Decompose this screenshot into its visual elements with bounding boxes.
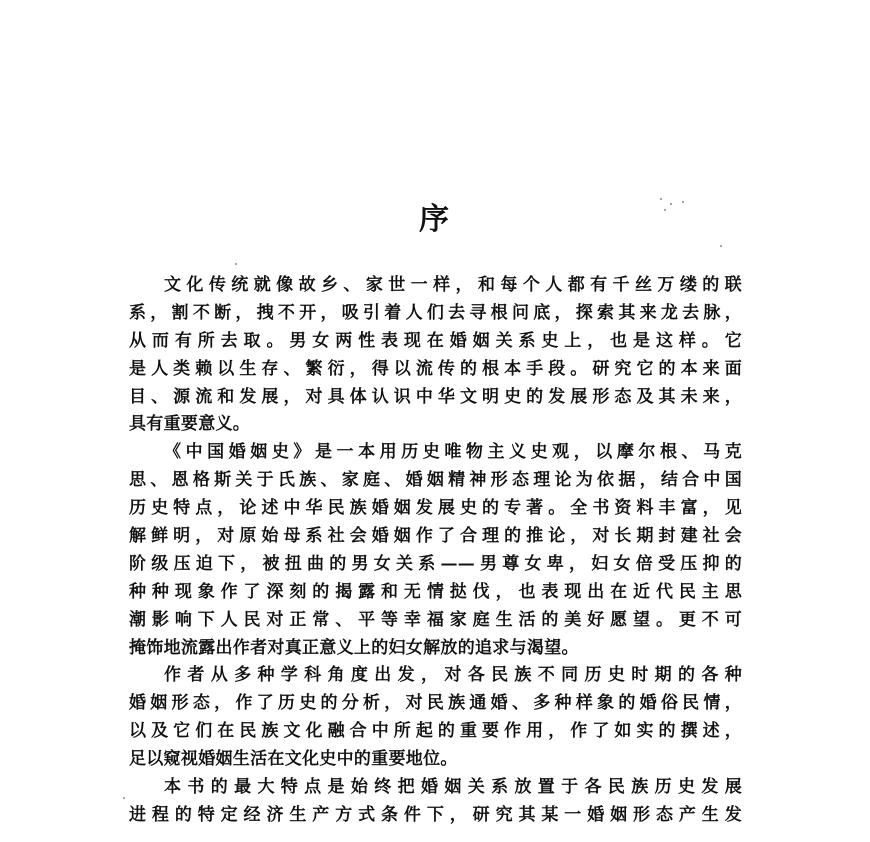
scan-speck xyxy=(664,209,666,211)
scan-speck xyxy=(235,263,237,265)
paragraph-2-line-6: 种种现象作了深刻的揭露和无情挞伐，也表现出在近代民主思 xyxy=(129,581,742,602)
paragraph-2-line-5: 阶级压迫下，被扭曲的男女关系——男尊女卑，妇女倍受压抑的 xyxy=(129,553,742,574)
scan-speck xyxy=(682,201,684,203)
paragraph-4-line-1: 本书的最大特点是始终把婚姻关系放置于各民族历史发展 xyxy=(164,777,742,798)
paragraph-2-line-2: 思、恩格斯关于氏族、家庭、婚姻精神形态理论为依据，结合中国 xyxy=(129,470,742,491)
paragraph-2-line-7: 潮影响下人民对正常、平等幸福家庭生活的美好愿望。更不可 xyxy=(129,609,742,630)
scan-speck xyxy=(720,245,722,247)
paragraph-3-line-3: 以及它们在民族文化融合中所起的重要作用，作了如实的撰述， xyxy=(129,721,742,742)
paragraph-3-line-4: 足以窥视婚姻生活在文化史中的重要地位。 xyxy=(129,749,458,770)
scan-speck xyxy=(670,203,672,205)
paragraph-1-line-6: 具有重要意义。 xyxy=(129,414,251,435)
paragraph-1-line-1: 文化传统就像故乡、家世一样，和每个人都有千丝万缕的联 xyxy=(164,275,742,295)
paragraph-1-line-3: 从而有所去取。男女两性表现在婚姻关系史上，也是这样。它 xyxy=(129,330,742,351)
paragraph-2-line-4: 解鲜明，对原始母系社会婚姻作了合理的推论，对长期封建社会 xyxy=(129,526,742,547)
paragraph-1-line-5: 目、源流和发展，对具体认识中华文明史的发展形态及其未来， xyxy=(129,386,742,407)
paragraph-1-line-2: 系，割不断，拽不开，吸引着人们去寻根问底，探索其来龙去脉， xyxy=(129,302,742,323)
paragraph-3-line-2: 婚姻形态，作了历史的分析，对民族通婚、多种样象的婚俗民情， xyxy=(129,693,742,714)
preface-body xyxy=(129,272,742,830)
paragraph-2-line-3: 历史特点，论述中华民族婚姻发展史的专著。全书资料丰富，见 xyxy=(129,498,742,519)
scan-speck xyxy=(123,797,125,799)
paragraph-3-line-1: 作者从多种学科角度出发，对各民族不同历史时期的各种 xyxy=(164,665,742,686)
paragraph-1-line-4: 是人类赖以生存、繁衍，得以流传的根本手段。研究它的本来面 xyxy=(129,358,742,379)
paragraph-4-line-2: 进程的特定经济生产方式条件下，研究其某一婚姻形态产生发 xyxy=(129,804,742,825)
paragraph-2-line-8: 掩饰地流露出作者对真正意义上的妇女解放的追求与渴望。 xyxy=(129,637,579,658)
paragraph-2-line-1: 《中国婚姻史》是一本用历史唯物主义史观，以摩尔根、马克 xyxy=(164,442,742,463)
scan-speck xyxy=(660,198,662,200)
page-title: 序 xyxy=(419,202,451,237)
